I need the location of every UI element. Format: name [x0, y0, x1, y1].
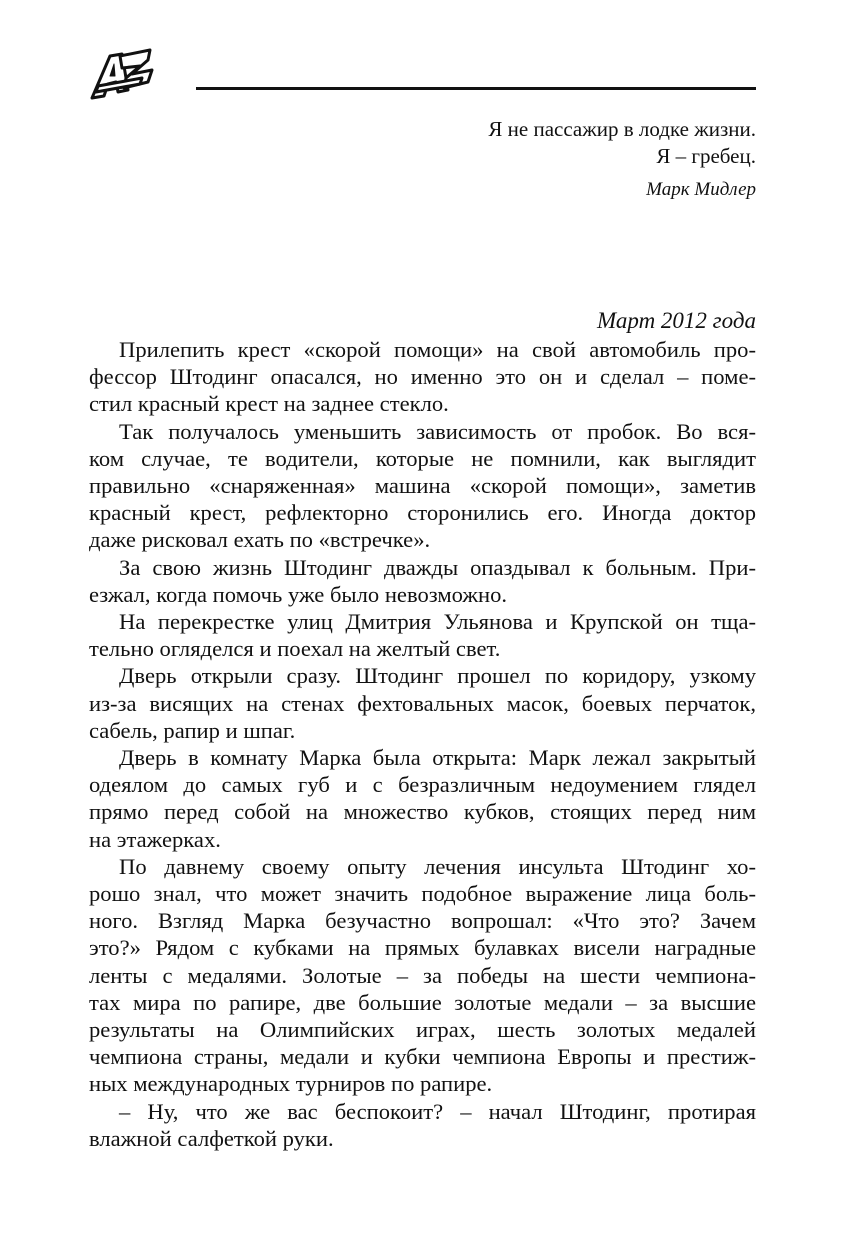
text-line: Дверь открыли сразу. Штодинг прошел по коридору, узкому: [119, 663, 756, 689]
text-line: тельно огляделся и поехал на желтый свет.: [89, 636, 501, 662]
text-line: из-за висящих на стенах фехтовальных масок, боевых перчаток,: [89, 690, 756, 716]
text-line: Дверь в комнату Марка была открыта: Марк лежал закрытый: [119, 745, 756, 771]
text-line: даже рисковал ехать по «встречке».: [89, 527, 431, 553]
chapter-date: Март 2012 года: [597, 308, 756, 333]
text-line: рошо знал, что может значить подобное выражение лица боль-: [89, 881, 756, 907]
text-line: ком случае, те водители, которые не помнили, как выглядит: [89, 445, 756, 471]
text-line: фессор Штодинг опасался, но именно это он и сделал – поме-: [89, 364, 756, 390]
paragraph: [89, 853, 756, 1098]
text-line: прямо перед собой на множество кубков, стоящих перед ним: [89, 799, 756, 825]
text-line: сабель, рапир и шпаг.: [89, 717, 296, 743]
text-line: красный крест, рефлекторно сторонились его. Иногда доктор: [89, 500, 756, 526]
text-line: результаты на Олимпийских играх, шесть золотых медалей: [89, 1017, 756, 1043]
text-line: влажной салфеткой руки.: [89, 1125, 334, 1151]
paragraph: [89, 608, 756, 662]
paragraph: [89, 662, 756, 744]
epigraph-line: Я не пассажир в лодке жизни.: [488, 117, 756, 141]
text-line: стил красный крест на заднее стекло.: [89, 391, 449, 417]
text-line: езжал, когда помочь уже было невозможно.: [89, 581, 508, 607]
epigraph: [300, 116, 756, 202]
paragraph: [89, 744, 756, 853]
text-line: на этажерках.: [89, 826, 221, 852]
text-line: ленты с медалями. Золотые – за победы на шести чемпиона-: [89, 962, 756, 988]
publisher-logo-icon: [88, 46, 156, 102]
paragraph: [89, 1098, 756, 1152]
text-line: чемпиона страны, медали и кубки чемпиона Европы и престиж-: [89, 1044, 756, 1070]
text-line: Прилепить крест «скорой помощи» на свой автомобиль про-: [119, 337, 756, 362]
paragraph: [89, 554, 756, 608]
paragraph: [89, 336, 756, 418]
main-text: [89, 336, 756, 1152]
text-line: ного. Взгляд Марка безучастно вопрошал: «Что это? Зачем: [89, 908, 756, 934]
text-line: По давнему своему опыту лечения инсульта Штодинг хо-: [119, 853, 756, 879]
text-line: – Ну, что же вас беспокоит? – начал Штодинг, протирая: [119, 1098, 756, 1124]
text-line: Так получалось уменьшить зависимость от пробок. Во вся-: [119, 418, 756, 444]
text-line: ных международных турниров по рапире.: [89, 1071, 493, 1097]
epigraph-line: Я – гребец.: [656, 144, 756, 168]
text-line: тах мира по рапире, две большие золотые медали – за высшие: [89, 989, 756, 1015]
paragraph: [89, 418, 756, 554]
epigraph-author: Марк Мидлер: [646, 179, 756, 200]
text-line: На перекрестке улиц Дмитрия Ульянова и Крупской он тща-: [119, 609, 756, 635]
text-line: За свою жизнь Штодинг дважды опаздывал к больным. При-: [119, 554, 756, 580]
text-line: одеялом до самых губ и с безразличным недоумением глядел: [89, 772, 756, 798]
text-line: правильно «снаряженная» машина «скорой помощи», заметив: [89, 473, 756, 499]
text-line: это?» Рядом с кубками на прямых булавках висели наградные: [89, 935, 756, 961]
header-rule: [196, 87, 756, 90]
